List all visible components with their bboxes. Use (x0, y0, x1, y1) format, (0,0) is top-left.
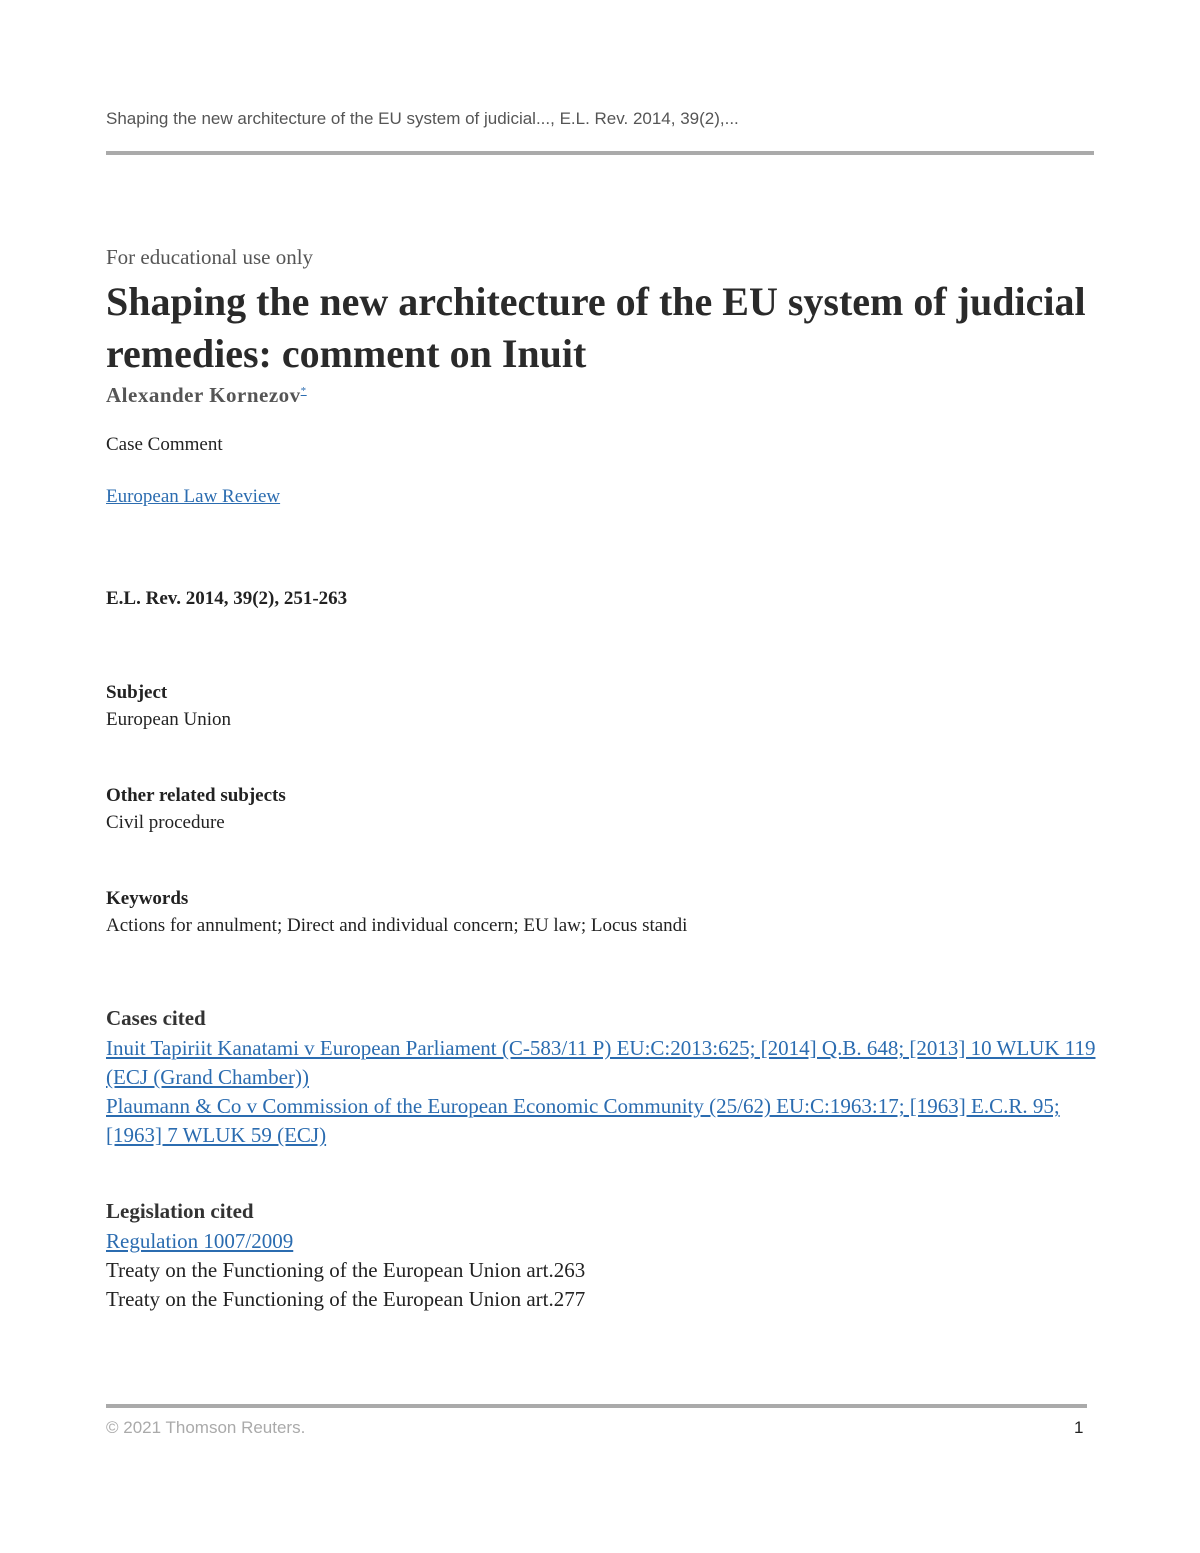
legislation-item: Treaty on the Functioning of the European Union art.263 (106, 1258, 586, 1282)
legislation-link[interactable]: Regulation 1007/2009 (106, 1229, 294, 1253)
document-title: Shaping the new architecture of the EU system of judicial remedies: comment on Inuit (106, 279, 1086, 376)
running-header: Shaping the new architecture of the EU system of judicial..., E.L. Rev. 2014, 39(2),... (106, 109, 739, 128)
case-link[interactable]: Inuit Tapiriit Kanatami v European Parliament (C-583/11 P) EU:C:2013:625; [2014] Q.B. 648; [2013] 10 WLUK 119 (ECJ (Grand Chamber)) (106, 1036, 1096, 1089)
legislation-item: Treaty on the Functioning of the European Union art.277 (106, 1287, 586, 1311)
author-line (106, 383, 307, 408)
page-number: 1 (1074, 1418, 1084, 1437)
header-divider (106, 151, 1094, 155)
subject-value: European Union (106, 709, 232, 730)
author-name: Alexander Kornezov (106, 383, 301, 407)
author-footnote-link[interactable]: * (300, 385, 307, 397)
legislation-cited-list (106, 1227, 1101, 1314)
journal-link-container (106, 486, 280, 508)
legislation-cited-label: Legislation cited (106, 1199, 254, 1223)
educational-use-note: For educational use only (106, 245, 314, 269)
journal-link[interactable]: European Law Review (106, 486, 281, 507)
related-subjects-value: Civil procedure (106, 812, 225, 833)
case-link[interactable]: Plaumann & Co v Commission of the European Economic Community (25/62) EU:C:1963:17; [1963] E.C.R. 95; [1963] 7 WLUK 59 (ECJ) (106, 1094, 1060, 1147)
footer-divider (106, 1404, 1087, 1408)
cases-cited-list (106, 1034, 1101, 1150)
footer-copyright: © 2021 Thomson Reuters. (106, 1418, 306, 1437)
document-type: Case Comment (106, 434, 223, 455)
cases-cited-label: Cases cited (106, 1006, 206, 1030)
related-subjects-label: Other related subjects (106, 785, 286, 806)
keywords-value: Actions for annulment; Direct and individual concern; EU law; Locus standi (106, 915, 688, 936)
citation: E.L. Rev. 2014, 39(2), 251-263 (106, 588, 348, 609)
keywords-label: Keywords (106, 888, 189, 909)
subject-label: Subject (106, 682, 168, 703)
